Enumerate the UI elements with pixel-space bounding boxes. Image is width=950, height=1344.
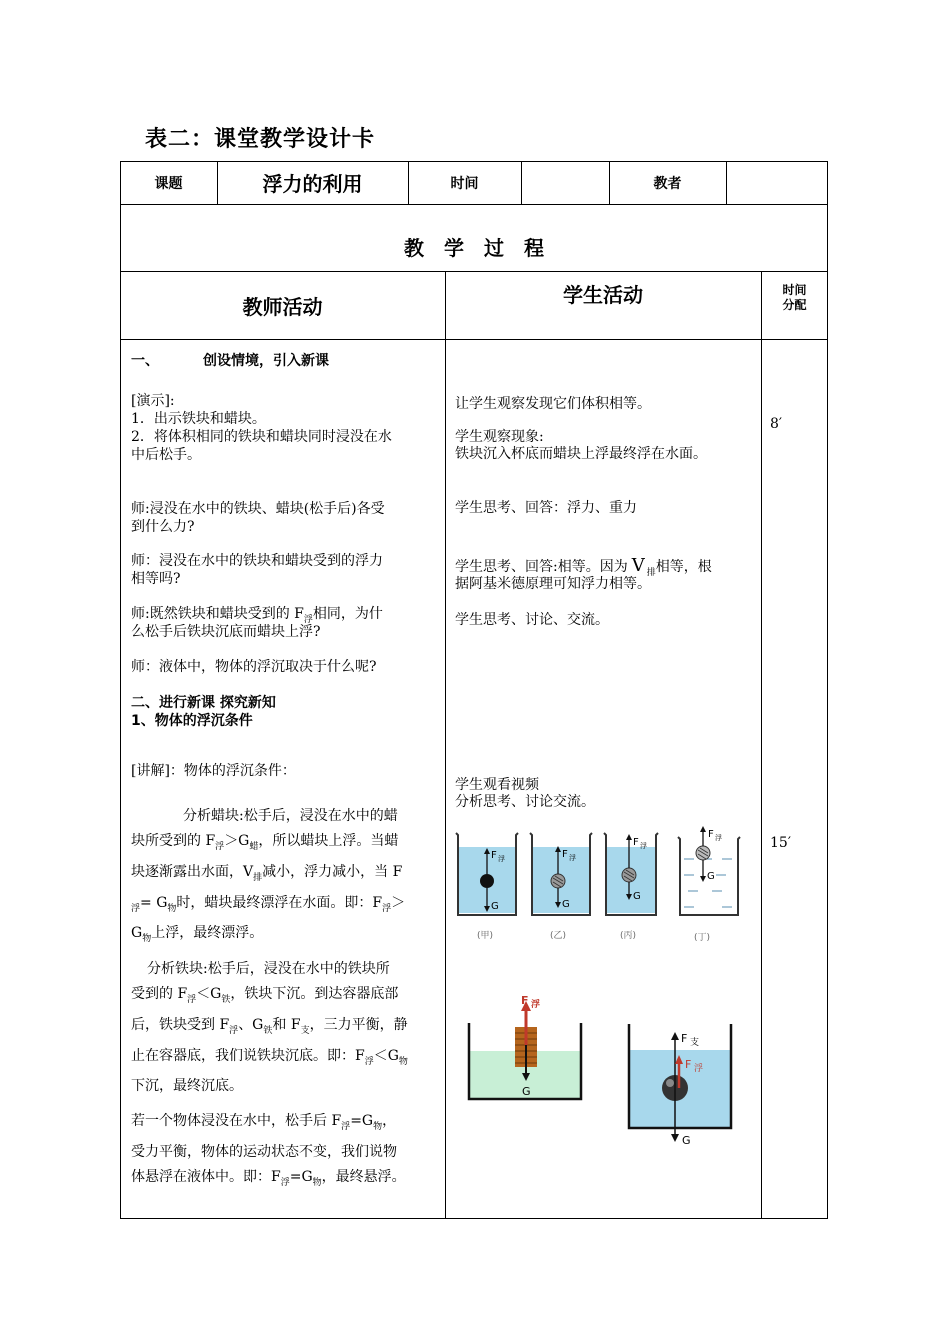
teacher-label: 教者 [653, 175, 682, 192]
lecture-label: [讲解]：物体的浮沉条件： [131, 763, 296, 779]
time-label: 时间 [450, 175, 479, 192]
arrowhead [671, 1032, 679, 1040]
susp-text: =G [289, 1168, 313, 1185]
iron-ball-diagram [625, 1022, 735, 1147]
caption: (甲) [477, 931, 494, 941]
q3-text: 师:既然铁块和蜡块受到的 F [131, 606, 304, 622]
iron-sub: 铁 [221, 994, 231, 1005]
demo-step2a: 2．将体积相同的铁块和蜡块同时浸没在水 [131, 429, 392, 445]
wax-sub: 物 [167, 903, 177, 914]
iron-sub: 浮 [187, 994, 197, 1005]
wax-text: 上浮，最终漂浮。 [151, 925, 264, 942]
wax-line [131, 921, 441, 952]
gravity-label: G [562, 899, 570, 910]
question1a: 师:浸没在水中的铁块、蜡块(松手后)各受 [131, 501, 385, 517]
arrowhead [700, 826, 706, 832]
iron-text: 止在容器底，我们说铁块沉底。即：F [131, 1047, 365, 1064]
iron-sub: 铁 [263, 1025, 273, 1036]
wood-block-diagram [467, 995, 587, 1105]
demo-step2b: 中后松手。 [131, 447, 201, 463]
gravity-label: G [633, 891, 641, 902]
wax-text: 减小，浮力减小，当 F [262, 863, 403, 880]
beaker-jia [456, 833, 518, 941]
susp-line [131, 1165, 441, 1196]
force-sub: 浮 [531, 1000, 541, 1010]
caption: (丙) [620, 931, 637, 941]
wax-text: 时，蜡块最终漂浮在水面。即：F [176, 894, 383, 911]
q3-sub: 浮 [303, 614, 313, 625]
page-title: 表二：课堂教学设计卡 [145, 127, 376, 152]
s4-sub: 排 [646, 567, 656, 578]
topic-label: 课题 [154, 175, 183, 192]
force-label: F [562, 849, 568, 860]
susp-text: =G [350, 1113, 374, 1129]
iron-text: 受到的 F [131, 986, 188, 1002]
force-label: F [521, 995, 529, 1007]
beaker-yi [530, 833, 592, 941]
section2-subtitle: 1、物体的浮沉条件 [131, 713, 253, 729]
wax-sub: 浮 [131, 903, 141, 914]
question3b: 么松手后铁块沉底而蜡块上浮? [131, 624, 321, 640]
s4-text: 学生思考、回答:相等。因为 [455, 559, 628, 575]
wax-text: 块所受到的 F [131, 833, 216, 849]
iron-text: 、G [238, 1016, 264, 1033]
susp-sub: 浮 [341, 1121, 351, 1132]
iron-line [131, 1074, 441, 1099]
beaker-ding [678, 826, 740, 943]
process-title: 教 学 过 程 [404, 235, 544, 260]
susp-line [131, 1140, 441, 1165]
wax-text: ＞G [224, 833, 250, 849]
susp-text: 受力平衡，物体的运动状态不变，我们说物 [131, 1143, 397, 1160]
support-sub: 支 [690, 1038, 700, 1048]
student-discuss: 学生思考、讨论、交流。 [455, 612, 609, 628]
s4-text: 相等，根 [655, 559, 712, 575]
caption: (丁) [694, 933, 711, 943]
demo-step1: 1．出示铁块和蜡块。 [131, 411, 266, 427]
gravity-label: G [682, 1134, 691, 1147]
student-answer-forces: 学生思考、回答：浮力、重力 [455, 500, 637, 516]
wax-sub: 浮 [215, 841, 225, 852]
wax-text: = G [140, 894, 168, 911]
topic-value: 浮力的利用 [262, 172, 363, 196]
col-student-activity: 学生活动 [563, 282, 643, 307]
susp-text: 若一个物体浸没在水中，松手后 F [131, 1113, 342, 1129]
force-sub: 浮 [569, 854, 576, 862]
iron-text: 分析铁块:松手后，浸没在水中的铁块所 [147, 961, 390, 977]
iron-analysis [131, 957, 441, 1099]
gravity-label: G [522, 1085, 531, 1098]
force-label: F [708, 829, 714, 840]
force-label: F [685, 1058, 692, 1071]
suspension-analysis [131, 1109, 441, 1196]
iron-line [131, 1013, 441, 1044]
section1-number: 一、 [131, 353, 159, 369]
force-sub: 浮 [498, 855, 505, 863]
wax-text: 块逐渐露出水面，V [131, 863, 254, 880]
susp-sub: 物 [373, 1121, 383, 1132]
wax-text: 分析蜡块:松手后，浸没在水中的蜡 [183, 808, 398, 824]
wax-analysis [131, 804, 441, 952]
student-observe: 让学生观察发现它们体积相等。 [455, 396, 651, 412]
force-label: F [681, 1032, 688, 1045]
susp-text: ，最终悬浮。 [321, 1168, 406, 1185]
question1b: 到什么力? [131, 519, 195, 535]
iron-text: ，铁块下沉。到达容器底部 [230, 986, 399, 1002]
question2b: 相等吗? [131, 571, 181, 587]
student-analyze: 分析思考、讨论交流。 [455, 794, 595, 810]
gravity-label: G [707, 871, 715, 882]
force-label: F [491, 850, 497, 861]
iron-text: 后，铁块受到 F [131, 1016, 230, 1033]
col-time-allocation [761, 278, 828, 318]
force-sub: 浮 [694, 1064, 704, 1074]
iron-text: ＜G [373, 1047, 399, 1064]
wax-text: ，所以蜡块上浮。当蜡 [258, 833, 399, 849]
ball-highlight [666, 1079, 674, 1087]
susp-sub: 物 [312, 1177, 322, 1188]
wax-sub: 蜡 [249, 841, 259, 852]
iron-sub: 物 [398, 1056, 408, 1067]
wax-sub: 物 [142, 934, 152, 945]
susp-text: ， [382, 1113, 397, 1129]
wax-line [131, 829, 441, 860]
iron-ball-icon [480, 874, 494, 888]
question2a: 师：浸没在水中的铁块和蜡块受到的浮力 [131, 553, 383, 569]
section1-title: 创设情境，引入新课 [203, 353, 329, 369]
col-time-line1: 时间 [782, 283, 807, 297]
wax-text: G [131, 925, 143, 942]
time-allocation-1: 8′ [770, 416, 783, 432]
s4-v: V [631, 555, 645, 576]
susp-sub: 浮 [280, 1177, 290, 1188]
iron-text: 和 F [272, 1016, 301, 1033]
force-sub: 浮 [715, 834, 722, 842]
caption: (乙) [550, 931, 567, 941]
col-divider [726, 161, 727, 204]
arrowhead [671, 1134, 679, 1142]
student-phenomenon-label: 学生观察现象: [455, 429, 544, 445]
iron-sub: 浮 [364, 1056, 374, 1067]
susp-text: 体悬浮在液体中。即：F [131, 1168, 281, 1185]
susp-line [131, 1109, 441, 1140]
iron-line [131, 982, 441, 1013]
time-allocation-2: 15′ [770, 835, 791, 851]
q3-text: 相同，为什 [312, 606, 383, 622]
beaker-bing [604, 833, 658, 941]
col-divider [521, 161, 522, 204]
question4: 师：液体中，物体的浮沉取决于什么呢? [131, 659, 377, 675]
demo-label: [演示]: [131, 393, 175, 409]
col-time-line2: 分配 [782, 298, 807, 312]
wax-sub: 排 [253, 872, 263, 883]
student-watch-video: 学生观看视频 [455, 777, 539, 793]
wax-line [131, 891, 441, 922]
iron-sub: 浮 [229, 1025, 239, 1036]
gravity-label: G [491, 901, 499, 912]
force-label: F [633, 837, 639, 848]
student-phenomenon: 铁块沉入杯底而蜡块上浮最终浮在水面。 [455, 446, 707, 462]
wax-line [131, 804, 441, 829]
iron-line [131, 957, 441, 982]
row-divider [120, 339, 828, 340]
section2-title: 二、进行新课 探究新知 [131, 695, 276, 711]
iron-text: ＜G [196, 986, 222, 1002]
arrowhead [626, 834, 632, 840]
col-teacher-activity: 教师活动 [242, 294, 323, 319]
iron-line [131, 1044, 441, 1075]
wax-line [131, 860, 441, 891]
iron-text: 下沉，最终沉底。 [131, 1078, 243, 1095]
col-divider [445, 271, 446, 1219]
col-divider [761, 271, 762, 1219]
section1-heading [131, 352, 329, 370]
wax-sub: 浮 [382, 903, 392, 914]
force-sub: 浮 [640, 842, 647, 850]
iron-text: ，三力平衡，静 [309, 1016, 408, 1033]
student-archimedes: 据阿基米德原理可知浮力相等。 [455, 576, 651, 592]
wax-text: ＞ [391, 894, 406, 911]
beaker-figures [450, 825, 760, 945]
iron-sub: 支 [300, 1025, 310, 1036]
